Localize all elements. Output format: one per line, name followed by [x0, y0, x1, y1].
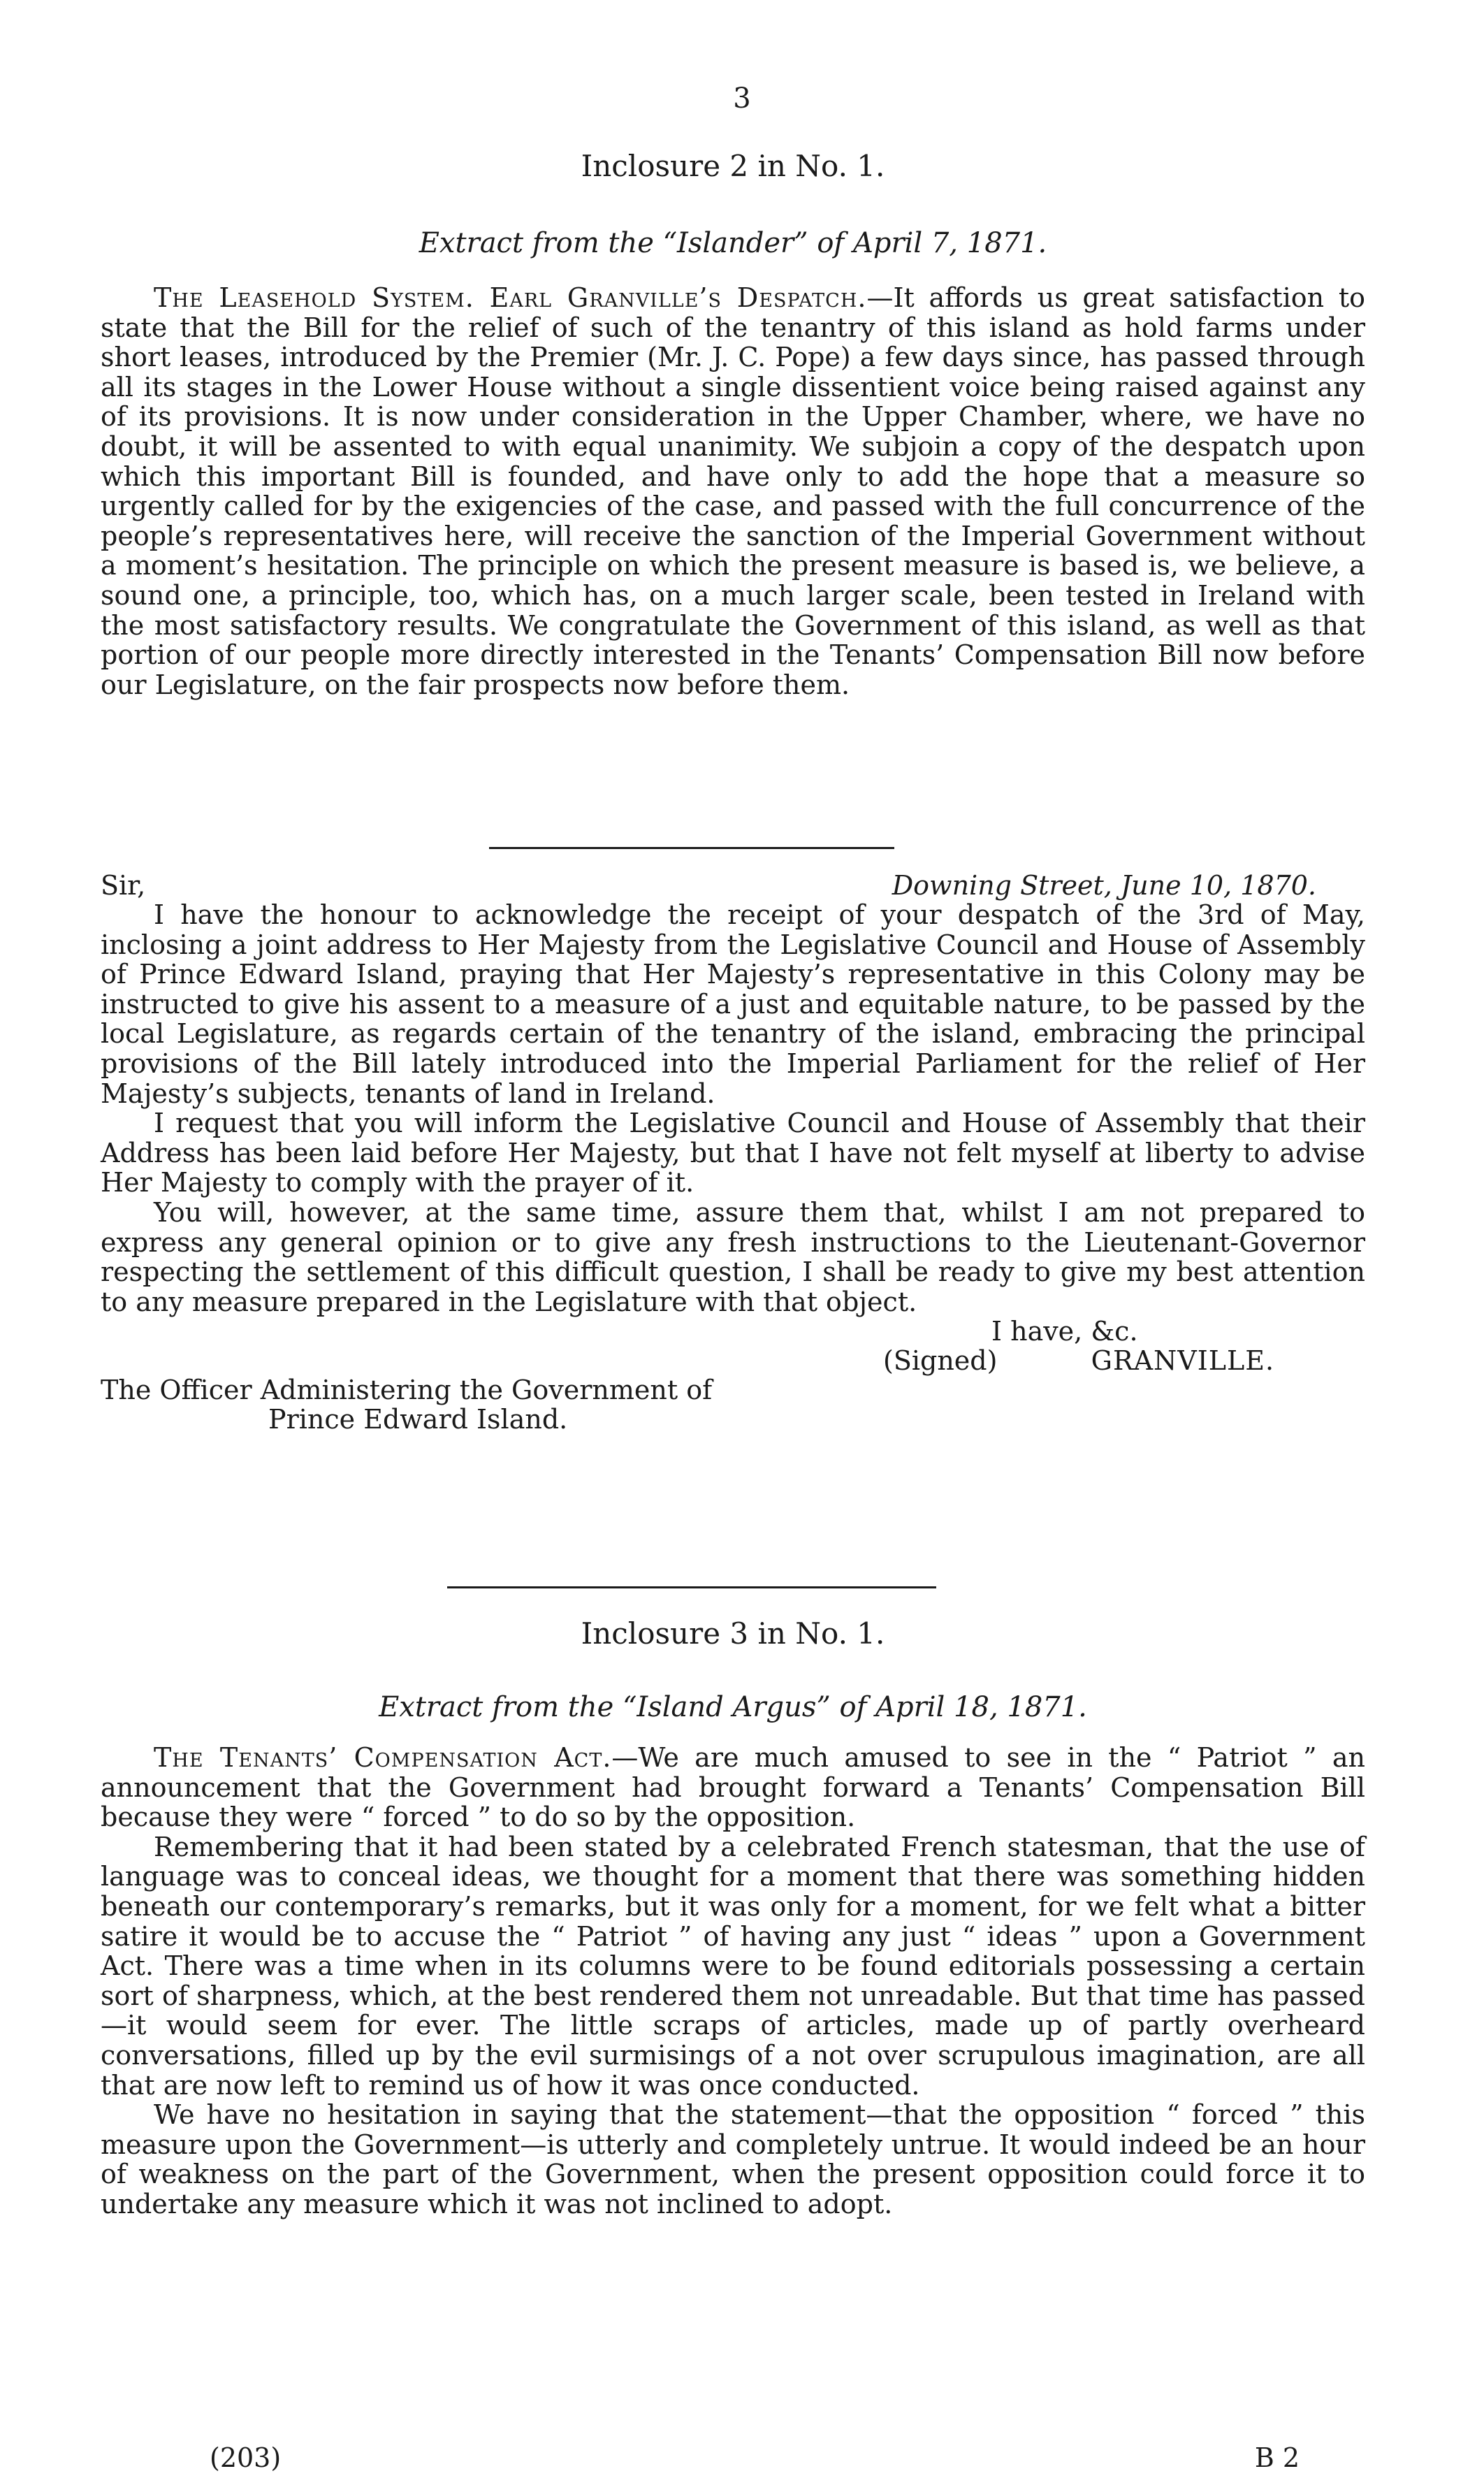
article-lead-title: The Tenants’ Compensation Act.: [154, 1742, 612, 1773]
letter-paragraph-2: I request that you will inform the Legislative Council and House of Assembly that their Address has been laid before Her Majesty, but that I have not felt myself at liberty to advise Her Majesty to comply with the prayer of it.: [101, 1108, 1365, 1198]
inclosure-3-heading: Inclosure 3 in No. 1.: [581, 1616, 885, 1651]
page-number: 3: [733, 82, 751, 115]
page-footer: [210, 2442, 1300, 2473]
letter-paragraph-3: You will, however, at the same time, assure them that, whilst I am not prepared to express any general opinion or to give any fresh instructions to the Lieutenant-Governor respecting the settlement of this difficult question, I shall be ready to give my best attention to any measure prepared in the Legislature with that object.: [101, 1196, 1365, 1317]
article-body: —It affords us great satisfaction to state that the Bill for the relief of such of the tenantry of this island as hold farms under short leases, introduced by the Premier (Mr. J. C. Pope) a few days since, has passed through all its stages in the Lower House without a single dissentient voice being raised against any of its provisions. It is now under consideration in the Upper Chamber, where, we have no doubt, it will be assented to with equal unanimity. We subjoin a copy of the despatch upon which this important Bill is founded, and have only to add the hope that a measure so urgently called for by the exigencies of the case, and passed with the full concurrence of the people’s representatives here, will receive the sanction of the Imperial Government without a moment’s hesitation. The principle on which the present measure is based is, we believe, a sound one, a principle, too, which has, on a much larger scale, been tested in Ireland with the most satisfactory results. We congratulate the Government of this island, as well as that portion of our people more directly interested in the Tenants’ Compensation Bill now before our Legislature, on the fair prospects now before them.: [101, 282, 1365, 700]
section-divider: [447, 1586, 936, 1588]
footer-signature-mark: B 2: [1254, 2442, 1300, 2473]
inclosure-2-article: [101, 283, 1365, 700]
inclosure-3-paragraph-1: [101, 1743, 1365, 1832]
despatch-letter: [101, 871, 1365, 1434]
letter-addressee-line-2: Prince Edward Island.: [268, 1404, 568, 1435]
letter-signature-line: [101, 1346, 1365, 1375]
letter-salutation: Sir,: [101, 870, 146, 901]
signature-name: GRANVILLE.: [1091, 1345, 1275, 1377]
inclosure-3-paragraph-3: We have no hesitation in saying that the statement—that the opposition “ forced ” this measure upon the Government—is utterly and completely untrue. It would indeed be an hour of weakness on the part of the Government, when the present opposition could force it to undertake any measure which it was not inclined to adopt.: [101, 2099, 1365, 2219]
letter-addressee-line-1: The Officer Administering the Government of: [101, 1375, 713, 1406]
letter-dateline: Downing Street, June 10, 1870.: [892, 870, 1316, 901]
inclosure-3-article: [101, 1743, 1365, 2219]
section-divider: [489, 847, 894, 849]
article-lead-title: The Leasehold System. Earl Granville’s Despatch.: [154, 282, 867, 313]
article-body: —We are much amused to see in the “ Patriot ” an announcement that the Government had brought forward a Tenants’ Compensation Bill because they were “ forced ” to do so by the opposition.: [101, 1742, 1365, 1833]
letter-header-row: [101, 871, 1365, 900]
signed-label: (Signed): [883, 1345, 998, 1377]
inclosure-2-heading: Inclosure 2 in No. 1.: [581, 149, 885, 183]
inclosure-2-paragraph: [101, 283, 1365, 700]
letter-closing: I have, &c.: [991, 1316, 1138, 1347]
inclosure-2-source: Extract from the “Islander” of April 7, 1871.: [419, 227, 1047, 259]
inclosure-3-source: Extract from the “Island Argus” of April 18, 1871.: [379, 1691, 1087, 1723]
letter-paragraph-1: I have the honour to acknowledge the receipt of your despatch of the 3rd of May, inclosing a joint address to Her Majesty from the Legislative Council and House of Assembly of Prince Edward Island, praying that Her Majesty’s representative in this Colony may be instructed to give his assent to a measure of a just and equitable nature, to be passed by the local Legislature, as regards certain of the tenantry of the island, embracing the principal provisions of the Bill lately introduced into the Imperial Parliament for the relief of Her Majesty’s subjects, tenants of land in Ireland.: [101, 899, 1365, 1109]
inclosure-3-paragraph-2: Remembering that it had been stated by a celebrated French statesman, that the use of language was to conceal ideas, we thought for a moment that there was something hidden beneath our contemporary’s remarks, but it was only for a moment, for we felt what a bitter satire it would be to accuse the “ Patriot ” of having any just “ ideas ” upon a Government Act. There was a time when in its columns were to be found editorials possessing a certain sort of sharpness, which, at the best rendered them not unreadable. But that time has passed—it would seem for ever. The little scraps of articles, made up of partly overheard conversations, filled up by the evil surmisings of a not over scrupulous imagination, are all that are now left to remind us of how it was once conducted.: [101, 1831, 1365, 2101]
footer-document-number: (203): [210, 2442, 282, 2473]
